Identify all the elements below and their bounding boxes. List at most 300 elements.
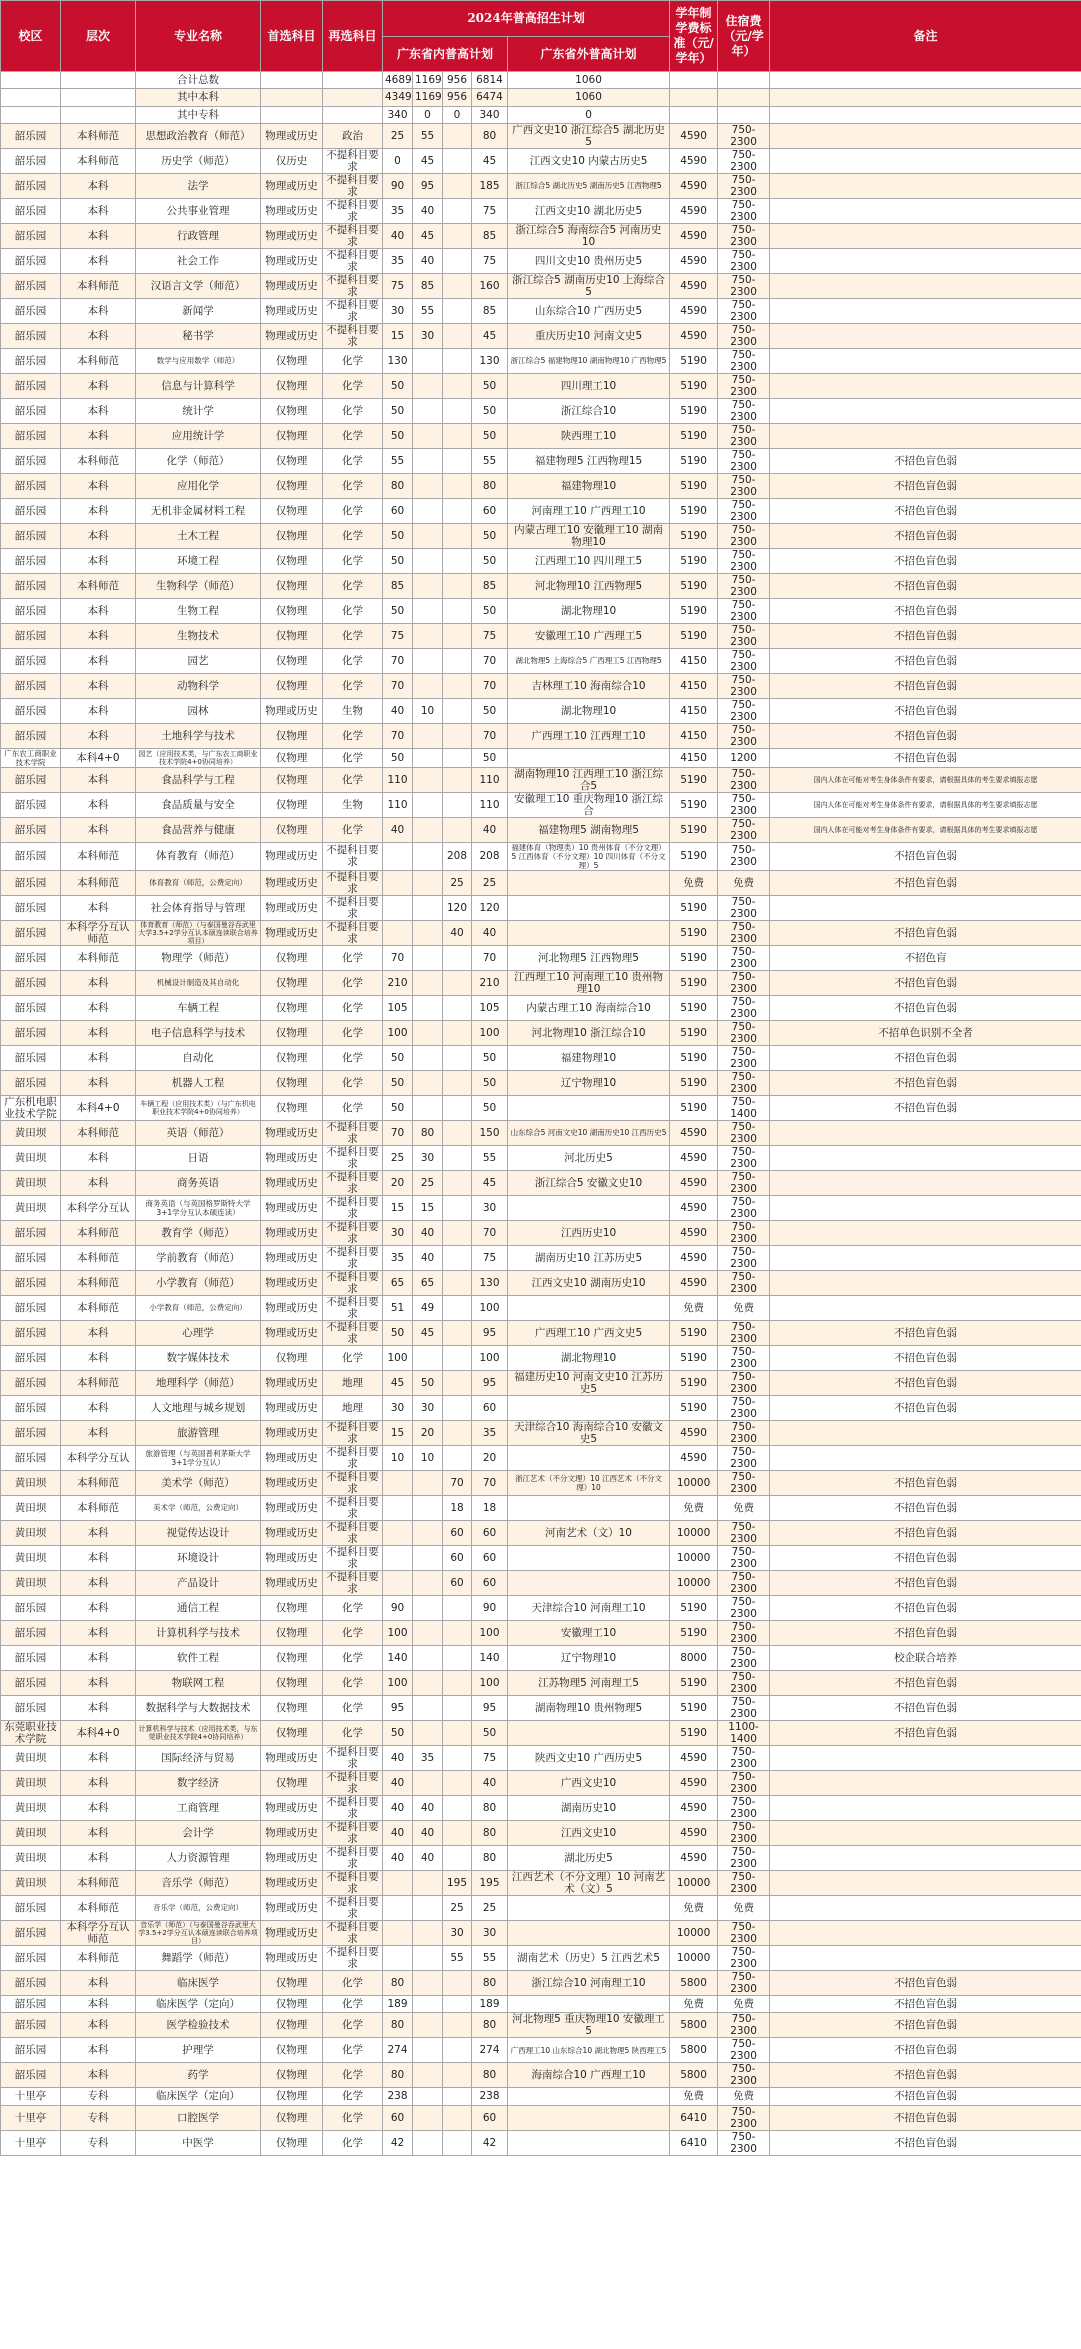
cell-campus: 韶乐园 [1,1320,61,1345]
cell-first: 物理或历史 [261,1545,323,1570]
cell-campus: 韶乐园 [1,173,61,198]
cell-tuition [670,89,718,106]
table-row [1,1695,1081,1720]
cell-art [443,1820,472,1845]
cell-remark [770,1795,1081,1820]
cell-remark: 不招色盲色弱 [770,598,1081,623]
cell-campus: 黄田坝 [1,1195,61,1220]
cell-dorm: 750-2300 [718,1470,770,1495]
cell-out-plan [508,1720,670,1745]
cell-campus: 东莞职业技术学院 [1,1720,61,1745]
cell-level: 本科师范 [61,1245,136,1270]
cell-physics: 80 [383,1970,413,1995]
cell-total: 100 [472,1295,508,1320]
cell-total: 80 [472,123,508,148]
cell-level: 本科 [61,1045,136,1070]
cell-remark [770,198,1081,223]
table-row [1,2063,1081,2088]
cell-history [413,1045,443,1070]
cell-out-plan: 河北物理10 江西物理5 [508,573,670,598]
cell-total: 80 [472,1820,508,1845]
cell-first: 物理或历史 [261,1420,323,1445]
cell-total: 6814 [472,72,508,89]
cell-remark: 不招色盲色弱 [770,723,1081,748]
cell-out-plan [508,870,670,895]
cell-total: 45 [472,1170,508,1195]
cell-campus: 十里亭 [1,2105,61,2130]
cell-first: 物理或历史 [261,1145,323,1170]
cell-level: 本科师范 [61,1370,136,1395]
cell-campus: 十里亭 [1,2130,61,2155]
cell-remark: 不招色盲色弱 [770,2038,1081,2063]
cell-art [443,792,472,817]
cell-remark [770,1920,1081,1945]
cell-major: 机器人工程 [136,1070,261,1095]
cell-first: 仅物理 [261,1095,323,1120]
cell-major: 土地科学与技术 [136,723,261,748]
cell-total: 75 [472,248,508,273]
table-row [1,1145,1081,1170]
cell-remark: 不招色盲色弱 [770,1720,1081,1745]
cell-art [443,1745,472,1770]
cell-major: 环境设计 [136,1545,261,1570]
cell-campus: 韶乐园 [1,248,61,273]
cell-out-plan: 江苏物理5 河南理工5 [508,1670,670,1695]
cell-total: 60 [472,498,508,523]
table-row [1,1120,1081,1145]
cell-level: 本科师范 [61,1495,136,1520]
cell-campus: 韶乐园 [1,1920,61,1945]
cell-second: 化学 [323,723,383,748]
cell-dorm: 750-2300 [718,1595,770,1620]
cell-art [443,945,472,970]
cell-total: 55 [472,1945,508,1970]
cell-remark: 不招色盲色弱 [770,1470,1081,1495]
table-row [1,817,1081,842]
cell-art [443,373,472,398]
cell-campus [1,106,61,123]
cell-level: 本科 [61,1795,136,1820]
cell-remark [770,895,1081,920]
cell-campus: 黄田坝 [1,1745,61,1770]
cell-dorm: 750-2300 [718,223,770,248]
cell-remark: 不招色盲色弱 [770,523,1081,548]
cell-campus: 韶乐园 [1,223,61,248]
cell-second: 不提科目要求 [323,323,383,348]
cell-art: 30 [443,1920,472,1945]
table-row [1,1670,1081,1695]
cell-remark [770,1420,1081,1445]
cell-dorm: 750-2300 [718,173,770,198]
cell-history [413,895,443,920]
cell-out-plan: 广西理工10 广西文史5 [508,1320,670,1345]
cell-campus: 黄田坝 [1,1495,61,1520]
cell-first: 仅物理 [261,767,323,792]
cell-dorm [718,106,770,123]
cell-first: 物理或历史 [261,248,323,273]
cell-art [443,1245,472,1270]
cell-remark: 不招色盲色弱 [770,870,1081,895]
cell-dorm: 750-2300 [718,123,770,148]
cell-major: 地理科学（师范） [136,1370,261,1395]
cell-dorm: 1100-1400 [718,1720,770,1745]
cell-total: 80 [472,1845,508,1870]
cell-major: 视觉传达设计 [136,1520,261,1545]
cell-total: 208 [472,842,508,870]
cell-out-plan: 江西历史10 [508,1220,670,1245]
cell-major: 美术学（师范，公费定向） [136,1495,261,1520]
cell-remark: 不招色盲色弱 [770,2088,1081,2105]
cell-physics: 30 [383,1395,413,1420]
cell-second [323,89,383,106]
cell-second: 不提科目要求 [323,298,383,323]
table-row [1,1620,1081,1645]
summary-label: 其中专科 [136,106,261,123]
cell-dorm: 750-2300 [718,1370,770,1395]
cell-major: 数据科学与大数据技术 [136,1695,261,1720]
cell-first: 物理或历史 [261,1470,323,1495]
cell-out-plan: 广西文史10 [508,1770,670,1795]
cell-first: 仅物理 [261,1345,323,1370]
cell-physics: 40 [383,817,413,842]
cell-tuition: 4590 [670,1795,718,1820]
cell-total: 70 [472,1470,508,1495]
cell-tuition: 4150 [670,698,718,723]
cell-remark [770,1445,1081,1470]
cell-second: 化学 [323,995,383,1020]
cell-remark [770,1945,1081,1970]
cell-physics: 100 [383,1345,413,1370]
cell-first: 物理或历史 [261,1220,323,1245]
cell-art [443,1145,472,1170]
cell-major: 临床医学（定向） [136,1995,261,2012]
cell-dorm: 750-2300 [718,945,770,970]
cell-level: 本科 [61,1645,136,1670]
cell-level: 本科 [61,323,136,348]
cell-history: 45 [413,223,443,248]
cell-total: 80 [472,1795,508,1820]
cell-physics: 340 [383,106,413,123]
cell-tuition: 10000 [670,1545,718,1570]
cell-campus: 十里亭 [1,2088,61,2105]
cell-level: 本科 [61,970,136,995]
cell-level: 本科4+0 [61,1095,136,1120]
cell-major: 新闻学 [136,298,261,323]
cell-total: 60 [472,1395,508,1420]
cell-first: 物理或历史 [261,895,323,920]
cell-physics: 140 [383,1645,413,1670]
cell-first: 仅物理 [261,995,323,1020]
cell-total: 100 [472,1670,508,1695]
cell-first: 物理或历史 [261,1170,323,1195]
cell-major: 园艺 [136,648,261,673]
cell-art [443,723,472,748]
cell-first: 仅物理 [261,792,323,817]
cell-campus: 韶乐园 [1,842,61,870]
cell-level: 本科 [61,995,136,1020]
cell-major: 旅游管理（与英国普利茅斯大学3+1学分互认） [136,1445,261,1470]
cell-level: 本科 [61,548,136,573]
cell-tuition: 4590 [670,198,718,223]
cell-campus: 黄田坝 [1,1145,61,1170]
cell-first: 物理或历史 [261,698,323,723]
cell-dorm: 750-2300 [718,1420,770,1445]
cell-first: 仅物理 [261,573,323,598]
cell-tuition: 4150 [670,648,718,673]
cell-second: 不提科目要求 [323,1545,383,1570]
cell-out-plan: 福建物理5 江西物理15 [508,448,670,473]
cell-major: 商务英语 [136,1170,261,1195]
cell-history: 55 [413,123,443,148]
cell-art [443,198,472,223]
cell-history [413,1520,443,1545]
cell-out-plan: 江西文史10 湖北历史5 [508,198,670,223]
table-row [1,1845,1081,1870]
cell-history: 40 [413,1795,443,1820]
cell-art [443,323,472,348]
cell-history [413,673,443,698]
cell-remark: 不招色盲色弱 [770,1345,1081,1370]
cell-remark [770,1270,1081,1295]
cell-remark: 不招色盲色弱 [770,1520,1081,1545]
cell-first: 仅物理 [261,348,323,373]
cell-campus: 韶乐园 [1,1420,61,1445]
cell-first: 物理或历史 [261,1370,323,1395]
cell-tuition: 4590 [670,1220,718,1245]
table-row [1,895,1081,920]
cell-dorm: 750-2300 [718,298,770,323]
cell-tuition: 4590 [670,1820,718,1845]
cell-total: 40 [472,920,508,945]
cell-remark: 不招色盲色弱 [770,1620,1081,1645]
cell-remark [770,1820,1081,1845]
cell-physics: 35 [383,198,413,223]
table-row [1,1995,1081,2012]
cell-out-plan [508,920,670,945]
cell-out-plan: 天津综合10 河南理工10 [508,1595,670,1620]
cell-physics: 40 [383,1795,413,1820]
cell-remark [770,1895,1081,1920]
cell-remark: 不招色盲色弱 [770,920,1081,945]
cell-first: 仅物理 [261,723,323,748]
cell-total: 130 [472,348,508,373]
cell-out-plan [508,895,670,920]
cell-history: 40 [413,1220,443,1245]
cell-remark: 不招色盲色弱 [770,1570,1081,1595]
cell-campus: 韶乐园 [1,2013,61,2038]
cell-physics: 90 [383,1595,413,1620]
cell-major: 电子信息科学与技术 [136,1020,261,1045]
cell-art [443,148,472,173]
cell-first: 物理或历史 [261,1520,323,1545]
cell-remark: 不招色盲色弱 [770,573,1081,598]
cell-tuition: 5800 [670,2063,718,2088]
cell-total: 50 [472,748,508,767]
cell-art [443,1095,472,1120]
cell-second: 不提科目要求 [323,1520,383,1545]
table-row [1,1745,1081,1770]
cell-art [443,1270,472,1295]
cell-physics: 75 [383,623,413,648]
cell-first: 仅物理 [261,1595,323,1620]
cell-total: 50 [472,398,508,423]
cell-dorm: 免费 [718,1295,770,1320]
cell-second: 不提科目要求 [323,1945,383,1970]
cell-physics: 60 [383,498,413,523]
cell-history [413,1870,443,1895]
table-row [1,423,1081,448]
cell-major: 心理学 [136,1320,261,1345]
cell-history: 45 [413,148,443,173]
cell-remark: 不招色盲色弱 [770,1045,1081,1070]
cell-first: 仅物理 [261,970,323,995]
summary-label: 其中本科 [136,89,261,106]
cell-second: 化学 [323,970,383,995]
cell-major: 学前教育（师范） [136,1245,261,1270]
cell-major: 化学（师范） [136,448,261,473]
cell-physics: 40 [383,1845,413,1870]
cell-dorm: 750-2300 [718,895,770,920]
cell-total: 50 [472,548,508,573]
cell-second: 化学 [323,1020,383,1045]
cell-remark: 国内人体在可能对考生身体条件有要求，请根据具体的考生要求填报志愿 [770,792,1081,817]
cell-second: 化学 [323,423,383,448]
cell-history [413,1020,443,1045]
cell-second: 化学 [323,373,383,398]
cell-level: 本科 [61,1595,136,1620]
cell-out-plan: 湖北历史5 [508,1845,670,1870]
table-row [1,1770,1081,1795]
cell-campus: 韶乐园 [1,398,61,423]
cell-physics: 35 [383,1245,413,1270]
cell-second: 化学 [323,1670,383,1695]
cell-total: 95 [472,1320,508,1345]
cell-physics: 60 [383,2105,413,2130]
cell-campus: 韶乐园 [1,673,61,698]
cell-level: 本科 [61,598,136,623]
cell-physics: 30 [383,298,413,323]
gd-in-plan: 广东省内普高计划 [383,37,508,72]
cell-level: 本科 [61,723,136,748]
cell-out-plan: 江西文史10 内蒙古历史5 [508,148,670,173]
table-row [1,1645,1081,1670]
cell-history [413,2063,443,2088]
cell-second: 生物 [323,792,383,817]
cell-first: 仅物理 [261,398,323,423]
cell-art [443,473,472,498]
cell-physics: 80 [383,473,413,498]
cell-out-plan: 浙江综合5 湖南历史10 上海综合5 [508,273,670,298]
cell-campus: 韶乐园 [1,895,61,920]
cell-art [443,748,472,767]
cell-first: 物理或历史 [261,1195,323,1220]
cell-second: 化学 [323,1645,383,1670]
cell-art [443,223,472,248]
cell-physics: 25 [383,123,413,148]
cell-dorm: 免费 [718,1495,770,1520]
cell-total: 340 [472,106,508,123]
cell-campus: 韶乐园 [1,198,61,223]
cell-tuition: 4590 [670,1745,718,1770]
cell-out-plan [508,1445,670,1470]
cell-history [413,748,443,767]
cell-tuition: 4150 [670,748,718,767]
cell-campus: 韶乐园 [1,1445,61,1470]
cell-remark: 不招单色识别不全者 [770,1020,1081,1045]
table-row [1,298,1081,323]
cell-level: 本科 [61,2063,136,2088]
cell-remark [770,72,1081,89]
cell-tuition [670,72,718,89]
cell-art [443,1070,472,1095]
cell-remark: 不招色盲色弱 [770,2105,1081,2130]
cell-major: 口腔医学 [136,2105,261,2130]
cell-first: 仅物理 [261,548,323,573]
cell-major: 生物工程 [136,598,261,623]
cell-out-plan: 湖北物理5 上海综合5 广西理工5 江西物理5 [508,648,670,673]
cell-history: 10 [413,1445,443,1470]
cell-first: 仅物理 [261,1620,323,1645]
cell-major: 法学 [136,173,261,198]
cell-campus: 韶乐园 [1,817,61,842]
cell-campus: 韶乐园 [1,148,61,173]
cell-major: 机械设计制造及其自动化 [136,970,261,995]
cell-total: 95 [472,1695,508,1720]
cell-dorm: 750-2300 [718,723,770,748]
cell-art [443,1670,472,1695]
cell-history [413,1095,443,1120]
cell-level: 本科 [61,767,136,792]
cell-tuition: 5190 [670,792,718,817]
cell-remark: 不招色盲色弱 [770,623,1081,648]
cell-out-plan: 广西理工10 山东综合10 湖北物理5 陕西理工5 [508,2038,670,2063]
cell-dorm: 750-2300 [718,1845,770,1870]
cell-major: 小学教育（师范，公费定向） [136,1295,261,1320]
table-row [1,1420,1081,1445]
cell-dorm: 750-2300 [718,398,770,423]
cell-tuition: 免费 [670,1495,718,1520]
cell-level: 本科 [61,1845,136,1870]
cell-first: 物理或历史 [261,198,323,223]
cell-out-plan: 福建物理5 湖南物理5 [508,817,670,842]
cell-art: 40 [443,920,472,945]
cell-total: 195 [472,1870,508,1895]
table-row [1,573,1081,598]
cell-campus [1,89,61,106]
cell-physics: 35 [383,248,413,273]
cell-tuition: 4590 [670,1420,718,1445]
table-row [1,1020,1081,1045]
cell-second: 不提科目要求 [323,1895,383,1920]
cell-art: 55 [443,1945,472,1970]
cell-tuition: 5190 [670,767,718,792]
cell-campus: 韶乐园 [1,1945,61,1970]
cell-major: 药学 [136,2063,261,2088]
cell-out-plan [508,1545,670,1570]
cell-campus: 韶乐园 [1,648,61,673]
cell-level: 本科师范 [61,273,136,298]
cell-campus: 黄田坝 [1,1545,61,1570]
cell-out-plan [508,1920,670,1945]
cell-dorm: 750-2300 [718,198,770,223]
cell-second: 化学 [323,448,383,473]
cell-physics: 51 [383,1295,413,1320]
cell-remark: 不招色盲色弱 [770,1395,1081,1420]
cell-first: 物理或历史 [261,870,323,895]
cell-history [413,423,443,448]
cell-level: 专科 [61,2088,136,2105]
cell-physics: 110 [383,767,413,792]
